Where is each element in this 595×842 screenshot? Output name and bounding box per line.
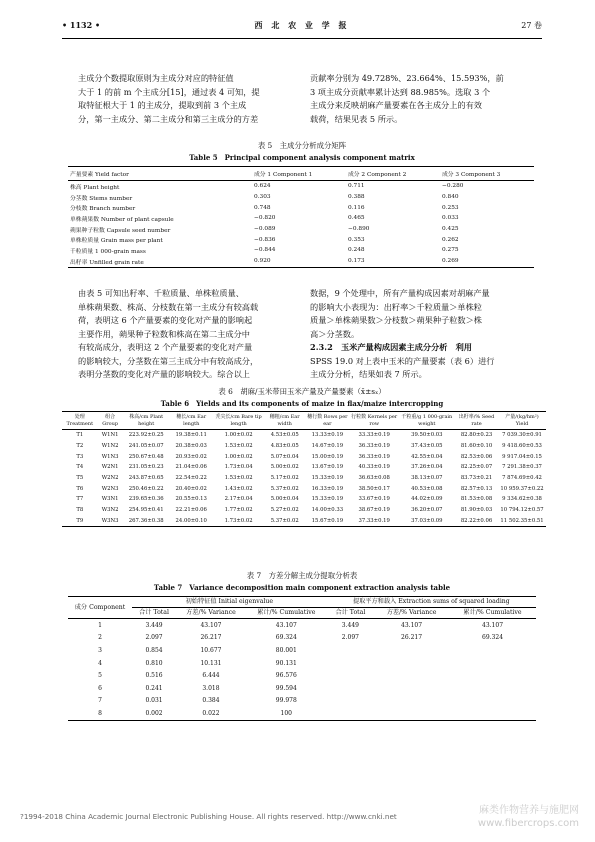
table-cell: 100 xyxy=(280,709,292,717)
header-cell: 合计 Total xyxy=(139,609,169,616)
header-cell: 累计/% Cumulative xyxy=(463,609,522,616)
header-rule xyxy=(62,38,542,39)
table-row xyxy=(68,192,534,203)
table-cell: 42.55±0.04 xyxy=(411,453,443,460)
table-cell: 1.73±0.04 xyxy=(224,464,253,471)
table-cell: 1.00±0.02 xyxy=(224,432,253,439)
copyright-footer: ?1994-2018 China Academic Journal Electronic Publishing House. All rights reserved. http://www.cnki.net xyxy=(20,812,397,821)
text-line: 单株蒴果数、株高、分枝数在第一主成分有较高载 xyxy=(78,301,259,312)
table-cell: 223.92±0.25 xyxy=(128,432,164,439)
header-cell: 秃尖长/cm Bare tip length xyxy=(215,414,262,427)
header-cell: 出籽率/% Seed rate xyxy=(458,414,495,427)
table-cell xyxy=(327,644,374,657)
table-header-row xyxy=(68,167,534,181)
table-cell xyxy=(327,657,374,670)
table-cell: 6 xyxy=(98,684,102,692)
table-cell: 2.17±0.04 xyxy=(224,496,253,503)
table-cell: 13.33±0.19 xyxy=(311,432,344,439)
table-cell: W3N3 xyxy=(101,517,119,524)
header-cell: 组合 Group xyxy=(102,414,119,427)
table-cell: 3.449 xyxy=(341,621,359,629)
table-cell: 250.46±0.22 xyxy=(128,485,164,492)
table-cell: 0.920 xyxy=(254,258,271,265)
table-cell: 90.131 xyxy=(275,659,297,667)
table-cell: 1.53±0.02 xyxy=(224,475,253,482)
text-line: 高＞分茎数。 xyxy=(310,328,360,339)
table-cell: 20.40±0.02 xyxy=(175,485,207,492)
table-cell: 0.022 xyxy=(202,709,220,717)
table-cell: W3N2 xyxy=(101,507,119,514)
table-cell: 0.840 xyxy=(442,194,459,201)
table-cell: 1.43±0.02 xyxy=(224,485,253,492)
table-cell: 4.83±0.05 xyxy=(270,443,299,450)
header-cell: 方差/% Variance xyxy=(386,609,437,616)
table-cell xyxy=(327,707,374,720)
table-cell xyxy=(327,669,374,682)
table-cell: 14.67±0.19 xyxy=(311,443,344,450)
table-cell: 0.425 xyxy=(442,226,459,233)
table-cell: 0.033 xyxy=(442,215,459,222)
table-cell: 37.33±0.19 xyxy=(358,517,390,524)
text-line: 的影响较大，分茎数在第三主成分中有较高成分， xyxy=(78,355,259,366)
table-cell: 43.107 xyxy=(275,621,297,629)
table-cell: T8 xyxy=(76,507,84,514)
table-cell: 分枝数 Branch number xyxy=(70,206,136,213)
table-cell: 83.73±0.21 xyxy=(460,475,493,482)
table-cell: 0.253 xyxy=(442,204,459,211)
table-cell: 20.55±0.13 xyxy=(175,496,207,503)
table-cell: 1.77±0.02 xyxy=(224,507,253,514)
table-cell: 0.002 xyxy=(145,709,163,717)
table-cell: 243.87±0.65 xyxy=(128,475,164,482)
table-cell: 5.07±0.04 xyxy=(270,453,299,460)
table-cell: 7 291.38±0.37 xyxy=(502,464,542,471)
table-header-row xyxy=(62,412,546,430)
text-line: 载荷，结果见表 5 所示。 xyxy=(310,113,403,124)
table-cell: W2N1 xyxy=(101,464,119,471)
page-number: • 1132 • xyxy=(62,20,101,30)
table-cell: 0.516 xyxy=(145,672,163,680)
table-cell: 2.097 xyxy=(341,634,359,642)
table-cell: T9 xyxy=(76,517,84,524)
table-cell: 0.173 xyxy=(348,258,365,265)
watermark xyxy=(478,804,579,830)
para2-right xyxy=(310,287,542,382)
table5-caption-cn: 表 5 主成分分析成分矩阵 xyxy=(257,141,347,150)
table-cell: W2N2 xyxy=(101,475,119,482)
table-row xyxy=(68,657,536,670)
table-cell: W1N3 xyxy=(101,453,119,460)
table-cell: 分茎数 Stems number xyxy=(70,195,133,202)
table-cell: 39.50±0.03 xyxy=(411,432,443,439)
volume-label: 27 卷 xyxy=(521,21,542,30)
table-cell: 5 xyxy=(98,672,102,680)
table-cell: 7 xyxy=(98,697,102,705)
table-cell: T5 xyxy=(76,475,84,482)
table-cell: 250.67±0.48 xyxy=(128,453,164,460)
table-cell: 241.05±0.07 xyxy=(128,443,164,450)
table-cell: 4.53±0.05 xyxy=(270,432,299,439)
table-cell: W1N1 xyxy=(101,432,119,439)
table-cell: 99.594 xyxy=(275,684,297,692)
table-cell: 15.33±0.19 xyxy=(311,475,344,482)
table-cell xyxy=(374,682,449,695)
header-cell: 千粒重/g 1 000-grain weight xyxy=(401,414,453,427)
table-cell: 7 039.30±0.91 xyxy=(502,432,542,439)
table-row xyxy=(62,494,546,505)
table-cell: 81.60±0.10 xyxy=(460,443,493,450)
table-cell xyxy=(449,707,536,720)
table-cell: T2 xyxy=(76,443,84,450)
table-group-header-row xyxy=(68,597,536,608)
header-cell: 成分 1 Component 1 xyxy=(254,172,313,178)
text-line: 荷，表明这 6 个产量要素的变化对产量的影响起 xyxy=(78,315,253,325)
table-cell: 36.20±0.07 xyxy=(411,507,443,514)
table-cell: 0.810 xyxy=(145,659,163,667)
table5-caption-en: Table 5 Principal component analysis component matrix xyxy=(189,153,415,162)
table-cell: 20.38±0.03 xyxy=(175,443,207,450)
text-line: 表明分茎数的变化对产量的影响较大。综合以上 xyxy=(78,369,250,379)
table-row xyxy=(62,462,546,473)
table-cell: 267.36±0.38 xyxy=(128,517,164,524)
table-cell: 33.33±0.19 xyxy=(358,432,390,439)
table-cell: 5.00±0.02 xyxy=(270,464,299,471)
table-cell: 40.53±0.08 xyxy=(411,485,443,492)
table-cell: 0.711 xyxy=(348,183,365,190)
text-line: 有较高成分，表明这 2 个产量要素的变化对产量 xyxy=(78,342,253,352)
table-cell: 26.217 xyxy=(200,634,222,642)
text-line: 主成分个数提取原则为主成分对应的特征值 xyxy=(78,73,234,83)
table-cell xyxy=(449,682,536,695)
table-cell: 0.031 xyxy=(145,697,163,705)
table-cell: 82.22±0.06 xyxy=(460,517,493,524)
table-row xyxy=(68,644,536,657)
table-cell: 37.26±0.04 xyxy=(411,464,443,471)
page-header xyxy=(62,16,542,34)
table-cell: W3N1 xyxy=(101,496,119,503)
table-cell: 38.67±0.19 xyxy=(358,507,390,514)
table-cell: T4 xyxy=(76,464,84,471)
table-cell: T3 xyxy=(76,453,84,460)
text-line: 分，第一主成分、第二主成分和第三主成分的方差 xyxy=(78,113,259,124)
table-row xyxy=(62,451,546,462)
journal-title: 西 北 农 业 学 报 xyxy=(254,20,350,30)
table-cell: 单株蒴果数 Number of plant capsule xyxy=(70,216,174,223)
table-cell: 239.65±0.36 xyxy=(128,496,164,503)
table-cell: 22.21±0.06 xyxy=(175,507,207,514)
table-cell: 82.57±0.13 xyxy=(460,485,493,492)
table-cell: 82.80±0.23 xyxy=(460,432,493,439)
table-cell: 26.217 xyxy=(401,634,423,642)
table-cell xyxy=(374,669,449,682)
table-cell: 0.388 xyxy=(348,194,365,201)
table-cell: 44.02±0.09 xyxy=(411,496,443,503)
text-line: 3 项主成分贡献率累计达到 88.985%。选取 3 个 xyxy=(310,86,491,97)
table-cell: 15.00±0.19 xyxy=(311,453,344,460)
text-line: 贡献率分别为 49.728%、23.664%、15.593%，前 xyxy=(310,73,504,83)
header-cell: 穗行数 Rows per ear xyxy=(307,414,348,427)
table-cell: −0.820 xyxy=(254,215,276,222)
header-cell: 累计/% Cumulative xyxy=(257,609,316,616)
table-cell: 5.17±0.02 xyxy=(270,475,299,482)
header-cell: 初始特征值 Initial eigenvalue xyxy=(132,597,327,608)
table-cell: 36.63±0.08 xyxy=(358,475,390,482)
table-cell: 0.275 xyxy=(442,247,459,254)
table-cell: 38.13±0.07 xyxy=(411,475,443,482)
table-row xyxy=(68,707,536,720)
table-cell: 80.001 xyxy=(275,646,297,654)
table-row xyxy=(62,505,546,516)
table-cell: 36.33±0.19 xyxy=(358,443,390,450)
table-cell xyxy=(327,695,374,708)
watermark-line: www.fibercrops.com xyxy=(477,818,579,829)
table-row xyxy=(68,245,534,256)
table-row xyxy=(62,430,546,441)
table-cell xyxy=(327,682,374,695)
table-cell: 16.33±0.19 xyxy=(311,485,344,492)
table-row xyxy=(68,224,534,235)
table-row xyxy=(68,695,536,708)
table-cell: 0.353 xyxy=(348,236,365,243)
table-cell: 7 874.69±0.42 xyxy=(502,475,542,482)
table-cell: 株高 Plant height xyxy=(70,184,120,191)
table-cell: 1.53±0.02 xyxy=(224,443,253,450)
header-cell: 成分 3 Component 3 xyxy=(442,172,501,178)
table-row xyxy=(68,234,534,245)
table-cell: T7 xyxy=(76,496,84,503)
table7-caption-en: Table 7 Variance decomposition main component extraction analysis table xyxy=(153,583,451,592)
table-cell: 37.03±0.09 xyxy=(411,517,443,524)
table-cell: 0.854 xyxy=(145,646,163,654)
table-cell: 82.53±0.06 xyxy=(460,453,493,460)
table-cell: 0.241 xyxy=(145,684,163,692)
table-cell: 9 334.62±0.38 xyxy=(502,496,542,503)
watermark-line: 麻类作物营养与施肥网 xyxy=(479,805,579,816)
header-cell: 成分 Component xyxy=(68,597,132,619)
table-cell: 9 418.60±0.53 xyxy=(502,443,542,450)
table-cell: 15.67±0.19 xyxy=(311,517,344,524)
para1-left xyxy=(78,72,302,126)
header-cell: 提取平方和载入 Extraction sums of squared loading xyxy=(327,597,536,608)
table-cell xyxy=(374,695,449,708)
table-cell xyxy=(374,657,449,670)
table-cell: 3 xyxy=(98,646,102,654)
table-cell: 81.53±0.08 xyxy=(460,496,493,503)
table-cell xyxy=(449,657,536,670)
table-cell: 3.449 xyxy=(145,621,163,629)
table-cell: 24.00±0.10 xyxy=(175,517,207,524)
header-cell: 穗长/cm Ear length xyxy=(176,414,207,427)
table-cell: 0.116 xyxy=(348,204,365,211)
table6-caption-en: Table 6 Yields and its components of maize in flax/maize intercropping xyxy=(160,399,444,408)
table-cell xyxy=(449,695,536,708)
table-row xyxy=(62,473,546,484)
text-line: 由表 5 可知出籽率、千粒质量、单株粒质量、 xyxy=(78,288,244,298)
table-cell: 13.67±0.19 xyxy=(311,464,344,471)
table-row xyxy=(68,202,534,213)
table-cell: 蒴果种子粒数 Capsule seed number xyxy=(70,227,171,234)
table-cell: T1 xyxy=(76,432,84,439)
table-cell: 20.93±0.02 xyxy=(175,453,207,460)
table6-caption-cn: 表 6 胡麻/玉米带田玉米产量及产量要素（x̄±sₓ） xyxy=(218,387,386,396)
table-row xyxy=(68,256,534,267)
table-row xyxy=(62,441,546,452)
table-cell: 99.978 xyxy=(275,697,297,705)
table-row xyxy=(68,619,536,632)
text-line: 主成分来反映胡麻产量要素在各主成分上的有效 xyxy=(310,100,482,110)
table-cell: 69.324 xyxy=(275,634,297,642)
text-line: 大于 1 的前 m 个主成分[15]，通过表 4 可知，提 xyxy=(78,86,260,97)
table5 xyxy=(68,166,534,268)
table-cell: 0.384 xyxy=(202,697,220,705)
text-line: 数据，9 个处理中，所有产量构成因素对胡麻产量 xyxy=(310,288,490,298)
table-cell: 千粒质量 1 000-grain mass xyxy=(70,248,146,255)
table-cell: 0.465 xyxy=(348,215,365,222)
header-cell: 合计 Total xyxy=(335,609,366,616)
section-heading-2-3-2: 2.3.2 玉米产量构成因素主成分分析 利用 xyxy=(310,342,472,352)
text-line: SPSS 19.0 对上表中玉米的产量要素（表 6）进行 xyxy=(310,355,495,366)
table-cell: 43.107 xyxy=(401,621,423,629)
table-cell: 81.90±0.03 xyxy=(460,507,493,514)
table-cell: 82.25±0.07 xyxy=(460,464,493,471)
table-cell: 37.43±0.05 xyxy=(411,443,443,450)
table-cell: 0.262 xyxy=(442,236,459,243)
header-cell: 产量要素 Yield factor xyxy=(70,172,129,178)
table-cell: 5.00±0.04 xyxy=(270,496,299,503)
text-line: 质量＞单株蒴果数＞分枝数＞蒴果种子粒数＞株 xyxy=(310,315,482,325)
table-cell: 96.576 xyxy=(275,672,297,680)
table-cell: 10 959.37±0.22 xyxy=(500,485,544,492)
table-row xyxy=(68,181,534,192)
table-cell: −0.836 xyxy=(254,236,276,243)
table-cell xyxy=(374,707,449,720)
text-line: 主成分分析，结果如表 7 所示。 xyxy=(310,369,427,379)
table-cell: 69.324 xyxy=(482,634,504,642)
table-cell: 5.37±0.02 xyxy=(270,485,299,492)
header-cell: 成分 2 Component 2 xyxy=(348,172,407,178)
table-cell: 0.624 xyxy=(254,183,271,190)
table-cell: −0.089 xyxy=(254,226,276,233)
table-cell: −0.890 xyxy=(348,226,370,233)
table-cell xyxy=(374,644,449,657)
table-cell: 0.303 xyxy=(254,194,271,201)
table-cell xyxy=(449,669,536,682)
table-cell: 22.54±0.22 xyxy=(175,475,207,482)
table-cell: 出籽率 Unfilled grain rate xyxy=(70,259,144,266)
table-cell: 10 794.12±0.57 xyxy=(500,507,544,514)
header-cell: 穗粗/cm Ear width xyxy=(269,414,300,427)
table-cell: −0.844 xyxy=(254,247,276,254)
table-cell: 5.27±0.02 xyxy=(270,507,299,514)
table-cell: 40.33±0.19 xyxy=(358,464,390,471)
table-row xyxy=(62,483,546,494)
table-cell: 10.677 xyxy=(200,646,222,654)
table-cell: 43.107 xyxy=(482,621,504,629)
table-cell: 38.50±0.17 xyxy=(358,485,390,492)
table-cell: 10.131 xyxy=(200,659,222,667)
para1-right xyxy=(310,72,542,126)
table-row xyxy=(68,632,536,645)
table-cell: 单株粒质量 Grain mass per plant xyxy=(70,238,163,245)
header-cell: 处理 Treatment xyxy=(66,414,94,427)
table-row xyxy=(62,516,546,527)
table-cell: 0.748 xyxy=(254,204,271,211)
table-cell: 3.018 xyxy=(202,684,220,692)
table-cell: 0.248 xyxy=(348,247,365,254)
table-row xyxy=(68,669,536,682)
table-cell: 21.04±0.06 xyxy=(175,464,207,471)
table-cell: 2 xyxy=(98,634,102,642)
table-cell: 14.00±0.33 xyxy=(311,507,344,514)
header-cell: 方差/% Variance xyxy=(186,609,236,616)
table-cell: 11 502.35±0.51 xyxy=(500,517,544,524)
table-cell: 2.097 xyxy=(145,634,163,642)
text-line: 的影响大小表现为：出籽率＞千粒质量＞单株粒 xyxy=(310,301,482,312)
table6 xyxy=(62,411,546,527)
table-cell: 254.95±0.41 xyxy=(128,507,164,514)
header-cell: 行粒数 Kernels per row xyxy=(351,414,398,427)
text-line: 主要作用，蒴果种子粒数和株高在第二主成分中 xyxy=(78,328,250,339)
table-cell: 6.444 xyxy=(202,672,220,680)
table-cell: 0.269 xyxy=(442,258,459,265)
table7 xyxy=(68,596,536,721)
table-cell: −0.280 xyxy=(442,183,464,190)
table-cell: 33.67±0.19 xyxy=(358,496,390,503)
table-row xyxy=(68,213,534,224)
table-cell: 1 xyxy=(98,621,102,629)
table-subheader-row xyxy=(68,608,536,619)
table-cell: W1N2 xyxy=(101,443,119,450)
table7-caption-cn: 表 7 方差分解主成分提取分析表 xyxy=(246,571,358,580)
table-cell: 9 917.04±0.15 xyxy=(502,453,542,460)
table-cell: 1.00±0.02 xyxy=(224,453,253,460)
table-cell: 8 xyxy=(98,709,102,717)
table-cell: 1.73±0.02 xyxy=(224,517,253,524)
table-cell: 19.38±0.11 xyxy=(175,432,207,439)
table-cell xyxy=(449,644,536,657)
table-row xyxy=(68,682,536,695)
para2-left xyxy=(78,287,302,382)
header-cell: 产量/(kg/hm²) Yield xyxy=(505,414,539,427)
table-cell: 43.107 xyxy=(200,621,222,629)
table-cell: 36.33±0.19 xyxy=(358,453,390,460)
table-cell: 15.33±0.19 xyxy=(311,496,344,503)
text-line: 取特征根大于 1 的主成分，提取到前 3 个主成 xyxy=(78,100,247,110)
table-cell: T6 xyxy=(76,485,84,492)
table-cell: 4 xyxy=(98,659,102,667)
table-cell: 5.37±0.02 xyxy=(270,517,299,524)
header-cell: 株高/cm Plant height xyxy=(129,414,164,427)
table-cell: W2N3 xyxy=(101,485,119,492)
table-cell: 231.05±0.23 xyxy=(128,464,164,471)
